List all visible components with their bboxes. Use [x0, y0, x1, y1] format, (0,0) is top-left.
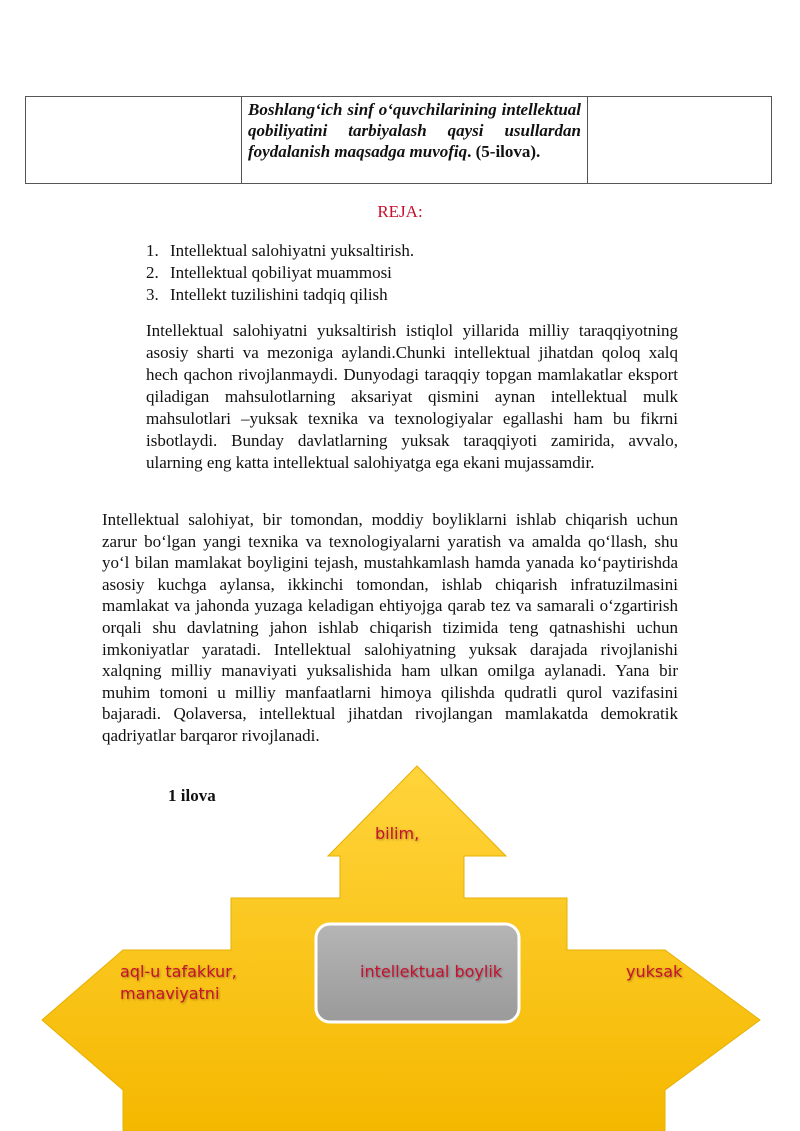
label-top: bilim, [375, 824, 420, 843]
figure-caption: 1 ilova [168, 786, 216, 805]
label-left-line2: manaviyatni [120, 984, 220, 1003]
paragraph-2: Intellektual salohiyat, bir tomondan, moddiy boyliklarni ishlab chiqarish uchun zarur bo‘lgan yangi texnika va texnologiyalarni yaratish va amalda qo‘llash, shu yo‘l bilan mamlakat boyligini tejash, mustahkamlash hamda yanada ko‘paytirishda asosiy kuchga aylansa, ikkinchi tomondan, ishlab chiqarish infratuzilmasini mamlakat va jahonda yuzaga keladigan ehtiyojga qarab tez va samarali o‘zgartirish orqali shu davlatning jahon ishlab chiqarish tizimida teng qatnashishi uchun imkoniyatlar yaratadi. Intellektual salohiyatning yuksak darajada rivojlanishi xalqning milliy manaviyati yuksalishida ham ulkan omilga aylanadi. Yana bir muhim tomoni u milliy manfaatlarni himoya qilishda qudratli qurol vazifasini bajaradi. Qolaversa, intellektual jihatdan rivojlangan mamlakatda demokratik qadriyatlar barqaror rivojlanadi. [102, 510, 678, 745]
header-table-left-cell [26, 97, 242, 183]
plan-item [146, 262, 414, 284]
arrow-diagram-graphic [0, 760, 800, 1131]
plan-item-number: 1. [146, 241, 159, 260]
plan-item-text: Intellektual salohiyatni yuksaltirish. [170, 241, 415, 260]
header-table-reference: . (5-ilova). [467, 142, 541, 161]
plan-list [146, 240, 414, 306]
label-center: intellektual boylik [360, 962, 503, 981]
header-table-topic: Boshlang‘ich sinf o‘quvchilarining intellektual qobiliyatini tarbiyalash qaysi usullardan foydalanish maqsadga muvofiq [248, 100, 581, 161]
plan-title: REJA: [377, 202, 423, 221]
header-table-right-cell [588, 97, 771, 183]
arrow-diagram [0, 760, 800, 1131]
paragraph-1: Intellektual salohiyatni yuksaltirish istiqlol yillarida milliy taraqqiyotning asosiy sharti va mezoniga aylandi.Chunki intellektual jihatdan qoloq xalq hech qachon rivojlanmaydi. Dunyodagi taraqqiy topgan mamlakatlar eksport qiladigan mahsulotlarning aksariyat qismini aynan intellektual mulk mahsulotlari –yuksak texnika va texnologiyalar egallashi ham bu fikrni isbotlaydi. Bunday davlatlarning yuksak taraqqiyoti zamirida, avvalo, ularning eng katta intellektual salohiyatga ega ekani mujassamdir. [146, 321, 678, 472]
label-left-line1: aql-u tafakkur, [120, 962, 237, 981]
plan-item-text: Intellekt tuzilishini tadqiq qilish [170, 285, 388, 304]
plan-item-number: 3. [146, 285, 159, 304]
label-right: yuksak [626, 962, 683, 981]
plan-item [146, 284, 414, 306]
header-table [25, 96, 772, 184]
plan-item-text: Intellektual qobiliyat muammosi [170, 263, 392, 282]
plan-item-number: 2. [146, 263, 159, 282]
header-table-middle-cell [242, 97, 588, 183]
plan-item [146, 240, 414, 262]
